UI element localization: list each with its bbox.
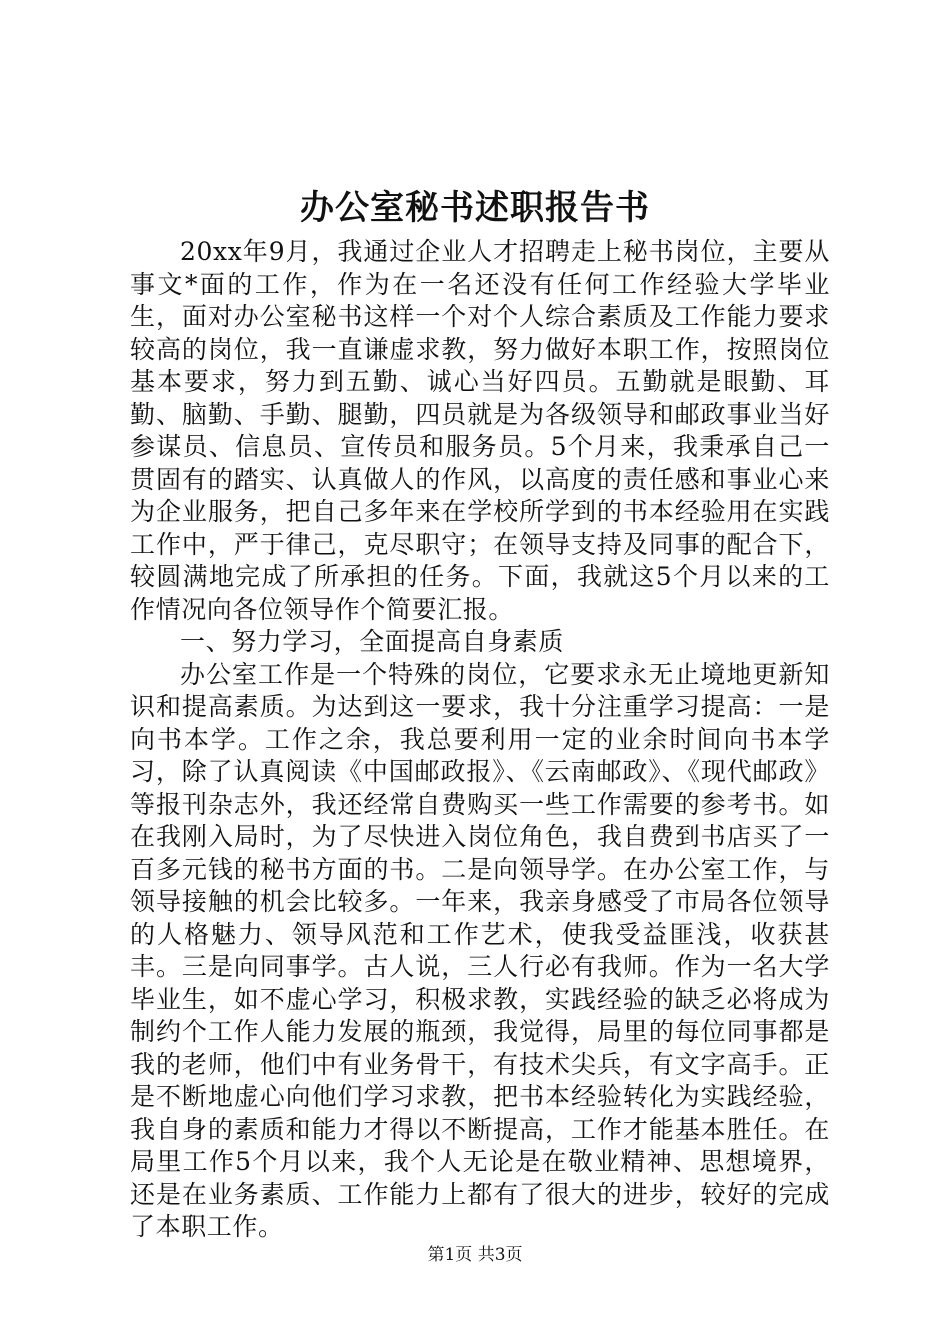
document-title: 办公室秘书述职报告书 [300,188,650,228]
page-footer: 第1页 共3页 [427,1245,523,1265]
section-heading: 一、努力学习，全面提高自身素质 [180,627,565,656]
document-body [130,236,830,1244]
section-paragraph: 办公室工作是一个特殊的岗位，它要求永无止境地更新知识和提高素质。为达到这一要求，我十分注重学习提高：一是向书本学。工作之余，我总要利用一定的业余时间向书本学习，除了认真阅读《中国邮政报》、《云南邮政》、《现代邮政》等报刊杂志外，我还经常自费购买一些工作需要的参考书。如在我刚入局时，为了尽快进入岗位角色，我自费到书店买了一百多元钱的秘书方面的书。二是向领导学。在办公室工作，与领导接触的机会比较多。一年来，我亲身感受了市局各位领导的人格魅力、领导风范和工作艺术，使我受益匪浅，收获甚丰。三是向同事学。古人说，三人行必有我师。作为一名大学毕业生，如不虚心学习，积极求教，实践经验的缺乏必将成为制约个工作人能力发展的瓶颈，我觉得，局里的每位同事都是我的老师，他们中有业务骨干，有技术尖兵，有文字高手。正是不断地虚心向他们学习求教，把书本经验转化为实践经验，我自身的素质和能力才得以不断提高，工作才能基本胜任。在局里工作5个月以来，我个人无论是在敬业精神、思想境界，还是在业务素质、工作能力上都有了很大的进步，较好的完成了本职工作。 [130,659,830,1241]
intro-paragraph: 20xx年9月，我通过企业人才招聘走上秘书岗位，主要从事文*面的工作，作为在一名还没有任何工作经验大学毕业生，面对办公室秘书这样一个对个人综合素质及工作能力要求较高的岗位，我一直谦虚求教，努力做好本职工作，按照岗位基本要求，努力到五勤、诚心当好四员。五勤就是眼勤、耳勤、脑勤、手勤、腿勤，四员就是为各级领导和邮政事业当好参谋员、信息员、宣传员和服务员。5个月来，我秉承自己一贯固有的踏实、认真做人的作风，以高度的责任感和事业心来为企业服务，把自己多年来在学校所学到的书本经验用在实践工作中，严于律己，克尽职守；在领导支持及同事的配合下，较圆满地完成了所承担的任务。下面，我就这5个月以来的工作情况向各位领导作个简要汇报。 [130,237,830,624]
